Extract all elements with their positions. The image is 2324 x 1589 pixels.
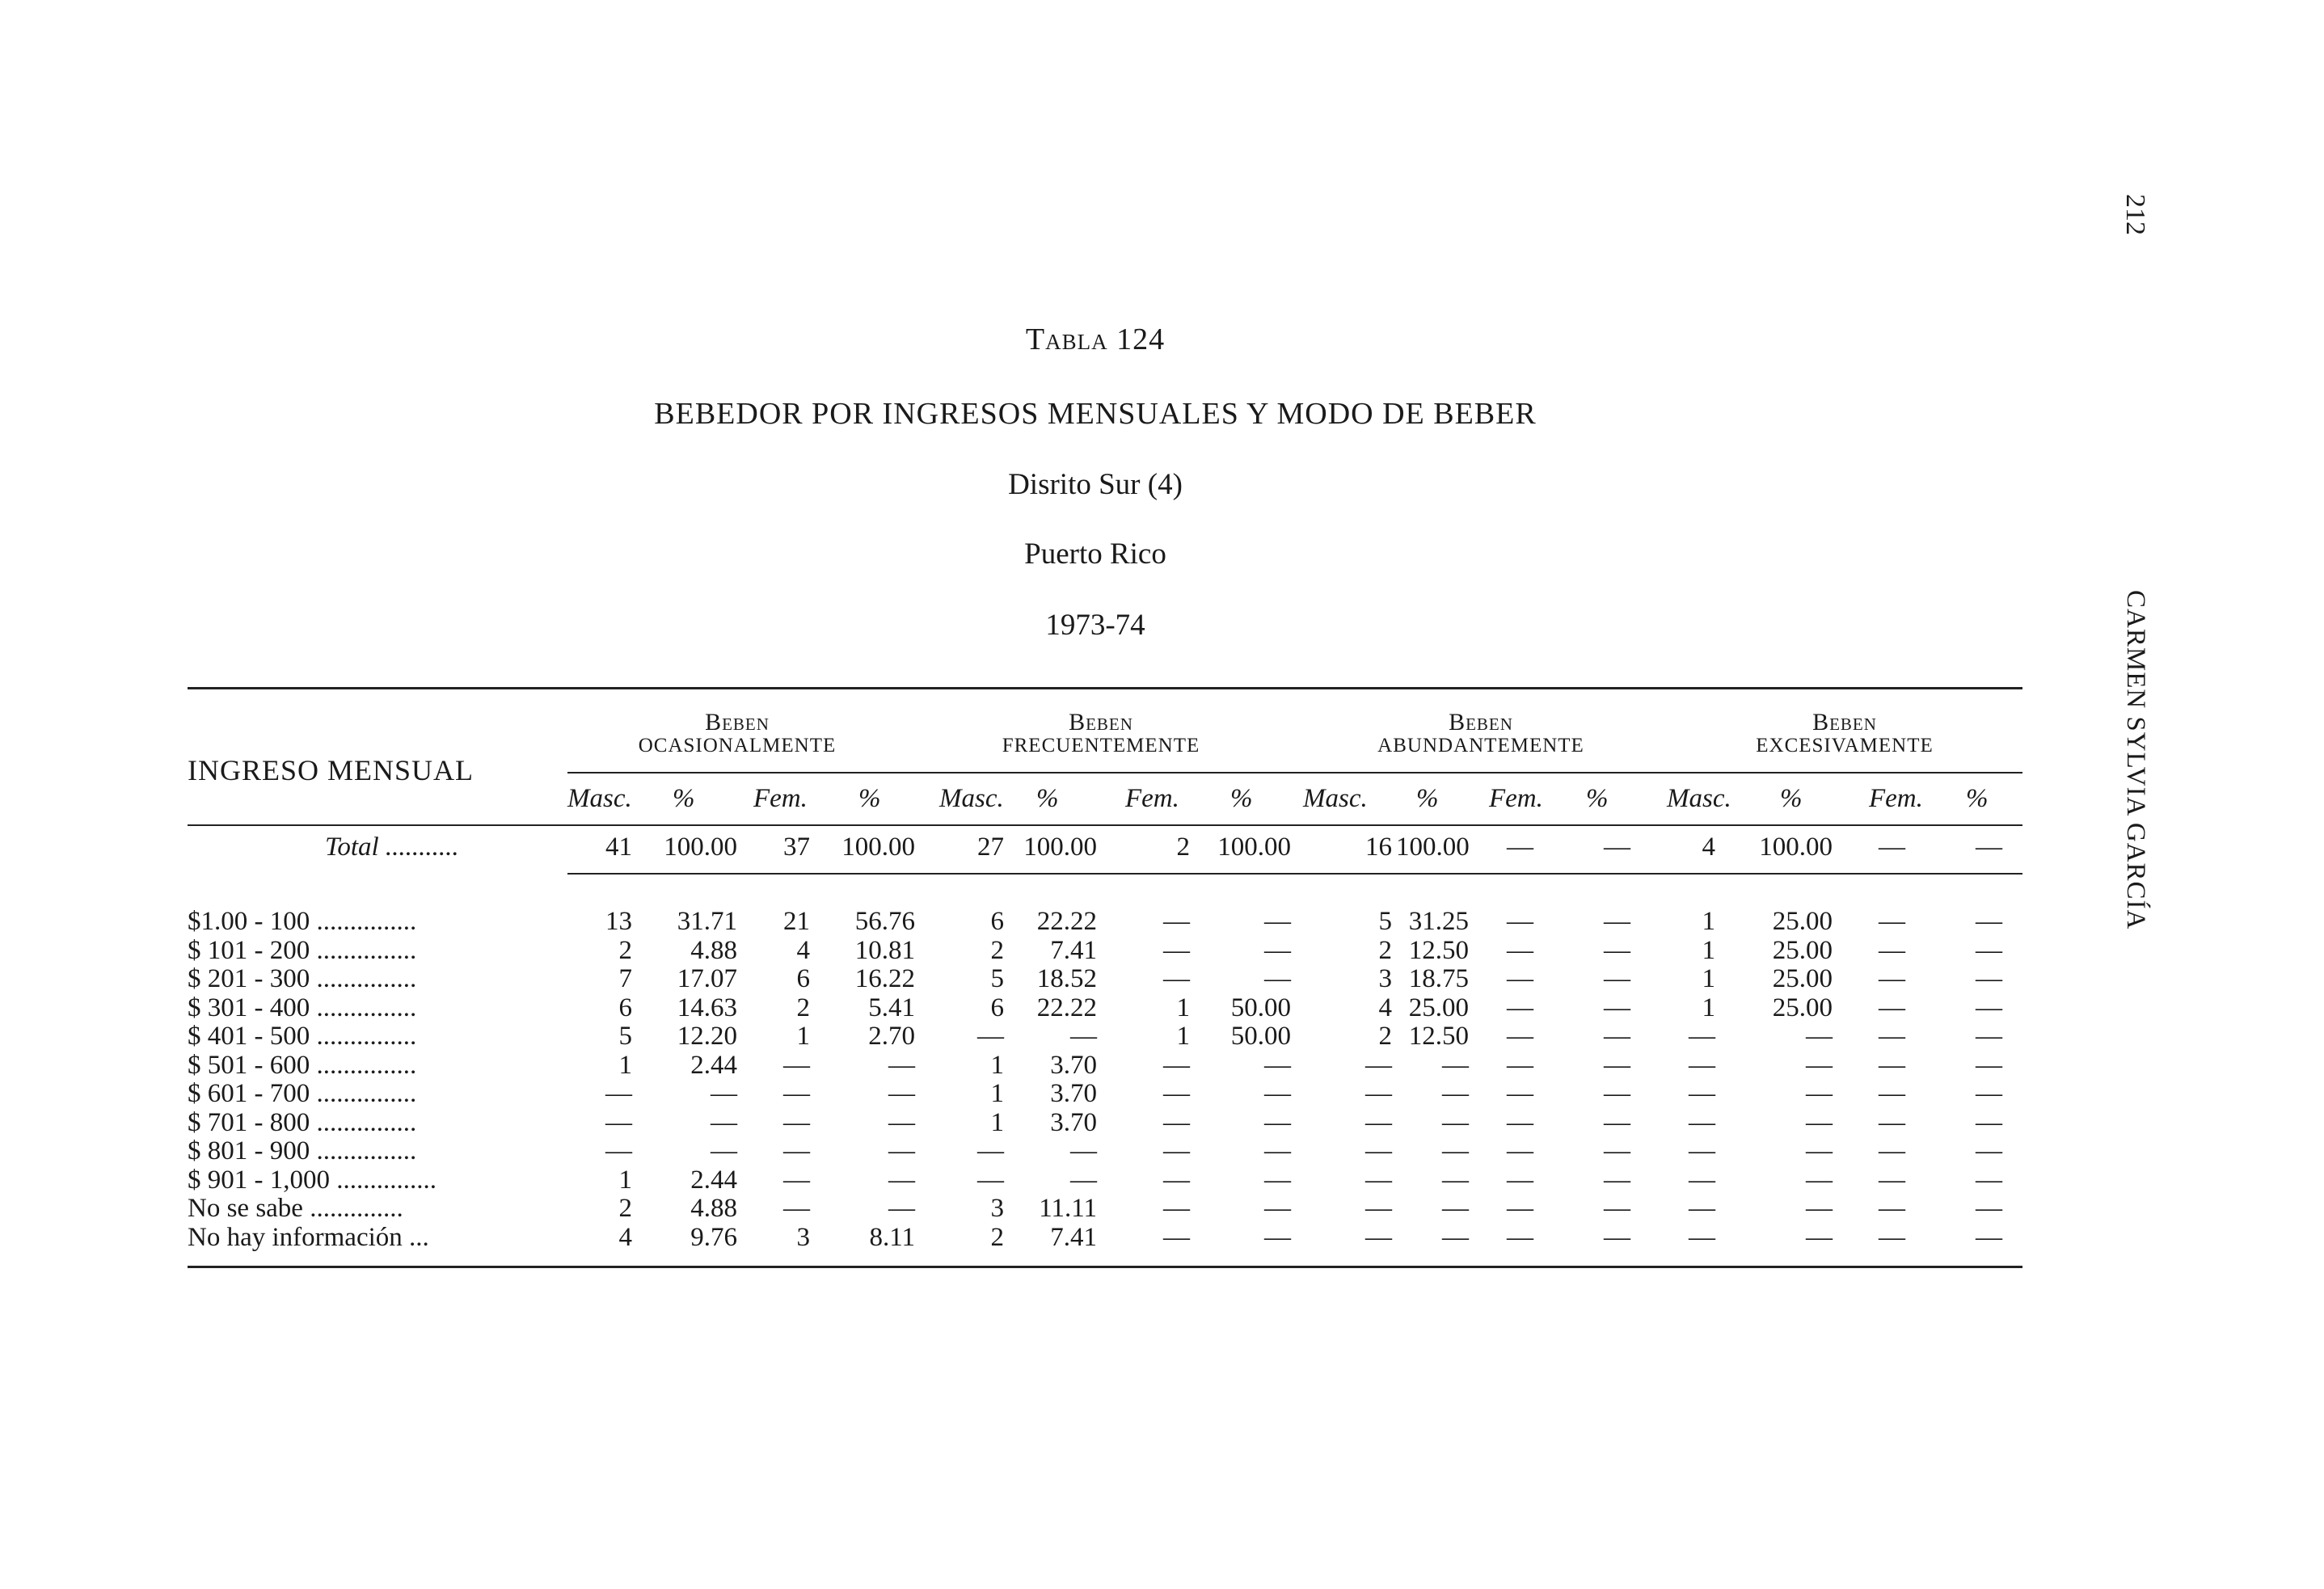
cell: 5.41	[868, 993, 915, 1022]
row-label: $ 701 - 800 ...............	[188, 1107, 417, 1137]
cell: 6	[990, 993, 1004, 1022]
row-label: $ 101 - 200 ...............	[188, 935, 417, 965]
cell: —	[1976, 993, 2002, 1022]
subheader-pct: %	[858, 784, 881, 813]
row-label: $ 601 - 700 ...............	[188, 1079, 417, 1108]
cell: —	[1507, 907, 1533, 936]
subtitle-district: Disrito Sur (4)	[1008, 468, 1183, 501]
cell: —	[1604, 1136, 1630, 1165]
cell: —	[1879, 1136, 1905, 1165]
cell: —	[1879, 1107, 1905, 1137]
cell: —	[1507, 1107, 1533, 1137]
cell: —	[1879, 1194, 1905, 1223]
cell: —	[1070, 1165, 1097, 1195]
cell: —	[1365, 1136, 1392, 1165]
cell: —	[1689, 1107, 1715, 1137]
cell: 21	[783, 907, 810, 936]
cell: —	[1604, 993, 1630, 1022]
cell: 7.41	[1050, 1222, 1097, 1252]
cell: 25.00	[1408, 993, 1469, 1022]
cell: —	[1604, 1165, 1630, 1195]
cell: 3.70	[1050, 1050, 1097, 1080]
subheader-masc: Masc.	[1667, 784, 1731, 813]
cell: —	[1976, 832, 2002, 862]
cell: —	[1976, 1136, 2002, 1165]
total-rule	[567, 873, 2022, 875]
row-label: No se sabe ..............	[188, 1194, 403, 1223]
cell: 25.00	[1772, 964, 1833, 993]
table-row	[188, 1136, 2022, 1165]
table-row	[188, 1051, 2022, 1080]
cell: 100.00	[841, 832, 915, 862]
cell: —	[1604, 1194, 1630, 1223]
cell: 41	[605, 832, 632, 862]
cell: —	[1976, 1079, 2002, 1108]
cell: —	[1163, 907, 1190, 936]
subheader-fem: Fem.	[1489, 784, 1543, 813]
cell: 7.41	[1050, 935, 1097, 965]
cell: —	[1604, 1222, 1630, 1252]
cell: 17.07	[677, 964, 737, 993]
cell: —	[1365, 1050, 1392, 1080]
cell: 9.76	[690, 1222, 737, 1252]
total-row	[188, 832, 2022, 862]
cell: 5	[990, 964, 1004, 993]
subheader-pct: %	[673, 784, 695, 813]
row-header: INGRESO MENSUAL	[188, 754, 475, 786]
cell: —	[1507, 832, 1533, 862]
cell: —	[1442, 1107, 1469, 1137]
group-top: Beben	[705, 709, 770, 735]
cell: 2	[796, 993, 810, 1022]
cell: —	[1365, 1079, 1392, 1108]
cell: —	[783, 1050, 810, 1080]
group-bottom: FRECUENTEMENTE	[1002, 734, 1200, 757]
table-row	[188, 1165, 2022, 1195]
cell: 1	[1702, 993, 1715, 1022]
subtitle-year: 1973-74	[1045, 609, 1145, 642]
cell: 100.00	[1396, 832, 1470, 862]
cell: —	[1604, 1050, 1630, 1080]
group-bottom: EXCESIVAMENTE	[1756, 734, 1934, 757]
table-row	[188, 1194, 2022, 1223]
cell: —	[711, 1079, 737, 1108]
cell: —	[1604, 832, 1630, 862]
cell: —	[1689, 1079, 1715, 1108]
cell: —	[1806, 1107, 1833, 1137]
cell: 5	[1378, 907, 1392, 936]
cell: —	[1879, 1222, 1905, 1252]
subheader-fem: Fem.	[1869, 784, 1923, 813]
cell: —	[1163, 1194, 1190, 1223]
cell: —	[1689, 1050, 1715, 1080]
cell: 37	[783, 832, 810, 862]
cell: —	[888, 1194, 915, 1223]
cell: —	[888, 1136, 915, 1165]
cell: —	[1507, 1165, 1533, 1195]
cell: 1	[990, 1107, 1004, 1137]
cell: —	[1507, 1050, 1533, 1080]
table-row	[188, 907, 2022, 936]
cell: 4.88	[690, 1194, 737, 1223]
cell: —	[1264, 935, 1291, 965]
cell: 4	[796, 935, 810, 965]
cell: 5	[618, 1022, 632, 1051]
cell: —	[1264, 1222, 1291, 1252]
cell: —	[977, 1165, 1004, 1195]
cell: 100.00	[1023, 832, 1097, 862]
cell: 16.22	[854, 964, 915, 993]
cell: —	[1879, 993, 1905, 1022]
cell: —	[1264, 1194, 1291, 1223]
cell: 1	[1176, 1022, 1190, 1051]
cell: —	[1442, 1079, 1469, 1108]
subheader-fem: Fem.	[753, 784, 808, 813]
cell: 2.44	[690, 1165, 737, 1195]
cell: —	[783, 1194, 810, 1223]
cell: —	[1806, 1136, 1833, 1165]
group-top: Beben	[1449, 709, 1513, 735]
cell: —	[1879, 832, 1905, 862]
cell: —	[783, 1165, 810, 1195]
bottom-rule	[188, 1266, 2022, 1268]
cell: —	[1879, 935, 1905, 965]
cell: —	[1976, 907, 2002, 936]
table-row	[188, 1223, 2022, 1252]
cell: 2	[1176, 832, 1190, 862]
subtitle-place: Puerto Rico	[1024, 537, 1166, 571]
group-header-excesivo	[1683, 710, 2006, 757]
cell: —	[1264, 1136, 1291, 1165]
group-top: Beben	[1069, 709, 1133, 735]
group-header-abundante	[1319, 710, 1643, 757]
cell: —	[1365, 1165, 1392, 1195]
cell: —	[1806, 1165, 1833, 1195]
cell: 4	[1378, 993, 1392, 1022]
cell: 50.00	[1230, 1022, 1291, 1051]
cell: —	[1689, 1165, 1715, 1195]
cell: 12.50	[1408, 1022, 1469, 1051]
cell: 8.11	[869, 1222, 915, 1252]
cell: —	[977, 1022, 1004, 1051]
cell: —	[605, 1107, 632, 1137]
top-rule	[188, 687, 2022, 689]
cell: 1	[990, 1050, 1004, 1080]
cell: —	[1604, 1022, 1630, 1051]
cell: —	[1806, 1079, 1833, 1108]
cell: —	[1264, 907, 1291, 936]
cell: —	[1879, 1165, 1905, 1195]
cell: 56.76	[854, 907, 915, 936]
cell: 2	[618, 935, 632, 965]
cell: —	[1879, 1050, 1905, 1080]
cell: —	[1442, 1136, 1469, 1165]
cell: —	[888, 1079, 915, 1108]
group-header-frecuente	[931, 710, 1271, 757]
cell: —	[1163, 964, 1190, 993]
subheader-pct: %	[1966, 784, 1989, 813]
cell: —	[1604, 1079, 1630, 1108]
cell: —	[605, 1079, 632, 1108]
cell: —	[1163, 1079, 1190, 1108]
cell: —	[1976, 1222, 2002, 1252]
cell: —	[1604, 964, 1630, 993]
cell: —	[1070, 1136, 1097, 1165]
cell: 13	[605, 907, 632, 936]
table-title: BEBEDOR POR INGRESOS MENSUALES Y MODO DE BEBER	[654, 397, 1537, 431]
cell: 25.00	[1772, 907, 1833, 936]
subheader-masc: Masc.	[939, 784, 1004, 813]
cell: 1	[990, 1079, 1004, 1108]
cell: —	[783, 1079, 810, 1108]
cell: —	[888, 1050, 915, 1080]
cell: —	[711, 1136, 737, 1165]
cell: 1	[796, 1022, 810, 1051]
cell: —	[1163, 1136, 1190, 1165]
cell: —	[1163, 1107, 1190, 1137]
cell: 27	[977, 832, 1004, 862]
cell: —	[1976, 964, 2002, 993]
cell: —	[1507, 1022, 1533, 1051]
subheader-masc: Masc.	[1303, 784, 1368, 813]
row-label: $1.00 - 100 ...............	[188, 907, 417, 936]
cell: —	[1507, 1222, 1533, 1252]
cell: —	[783, 1107, 810, 1137]
cell: 25.00	[1772, 935, 1833, 965]
cell: —	[1604, 935, 1630, 965]
subheader-pct: %	[1416, 784, 1439, 813]
cell: 4	[1702, 832, 1715, 862]
cell: —	[1689, 1222, 1715, 1252]
cell: 7	[618, 964, 632, 993]
cell: 2.70	[868, 1022, 915, 1051]
cell: 1	[1702, 964, 1715, 993]
cell: 6	[990, 907, 1004, 936]
cell: 10.81	[854, 935, 915, 965]
row-label: $ 901 - 1,000 ...............	[188, 1165, 437, 1195]
cell: 31.71	[677, 907, 737, 936]
subheader-pct: %	[1230, 784, 1253, 813]
table-label	[0, 322, 2191, 357]
cell: —	[1689, 1136, 1715, 1165]
cell: —	[977, 1136, 1004, 1165]
row-label: $ 301 - 400 ...............	[188, 993, 417, 1022]
cell: 1	[618, 1165, 632, 1195]
cell: —	[1163, 1222, 1190, 1252]
cell: —	[1879, 1079, 1905, 1108]
cell: —	[1264, 964, 1291, 993]
header-rule	[188, 824, 2022, 826]
subheader-fem: Fem.	[1125, 784, 1179, 813]
cell: 100.00	[1759, 832, 1833, 862]
cell: 6	[618, 993, 632, 1022]
cell: —	[1365, 1222, 1392, 1252]
cell: —	[1507, 935, 1533, 965]
cell: 2	[1378, 935, 1392, 965]
cell: 3.70	[1050, 1079, 1097, 1108]
cell: 100.00	[1217, 832, 1291, 862]
row-label: $ 401 - 500 ...............	[188, 1022, 417, 1051]
cell: 31.25	[1408, 907, 1469, 936]
subheader-pct: %	[1586, 784, 1609, 813]
cell: —	[783, 1136, 810, 1165]
group-bottom: OCASIONALMENTE	[638, 734, 837, 757]
cell: —	[1507, 993, 1533, 1022]
cell: —	[1879, 907, 1905, 936]
cell: 22.22	[1036, 993, 1097, 1022]
table-row	[188, 1108, 2022, 1137]
cell: —	[1879, 1022, 1905, 1051]
cell: —	[1163, 935, 1190, 965]
group-top: Beben	[1812, 709, 1877, 735]
cell: —	[1806, 1022, 1833, 1051]
cell: —	[1264, 1079, 1291, 1108]
cell: 2	[990, 1222, 1004, 1252]
cell: —	[1976, 1194, 2002, 1223]
cell: —	[1507, 1194, 1533, 1223]
cell: —	[1806, 1222, 1833, 1252]
cell: 2	[990, 935, 1004, 965]
cell: 50.00	[1230, 993, 1291, 1022]
cell: 25.00	[1772, 993, 1833, 1022]
cell: —	[1604, 1107, 1630, 1137]
table-row	[188, 1022, 2022, 1051]
cell: —	[1163, 1050, 1190, 1080]
cell: 1	[1702, 935, 1715, 965]
cell: 18.75	[1408, 964, 1469, 993]
group-bottom: ABUNDANTEMENTE	[1377, 734, 1584, 757]
tabla-word: Tabla	[1025, 322, 1108, 356]
cell: —	[1163, 1165, 1190, 1195]
cell: 11.11	[1039, 1194, 1097, 1223]
cell: 12.20	[677, 1022, 737, 1051]
cell: —	[1365, 1194, 1392, 1223]
cell: 16	[1365, 832, 1392, 862]
table-row	[188, 936, 2022, 965]
cell: —	[1689, 1194, 1715, 1223]
cell: 14.63	[677, 993, 737, 1022]
cell: 2	[1378, 1022, 1392, 1051]
cell: —	[1070, 1022, 1097, 1051]
cell: 3	[990, 1194, 1004, 1223]
cell: —	[1976, 1165, 2002, 1195]
cell: —	[1442, 1222, 1469, 1252]
row-label: Total ...........	[325, 832, 459, 862]
cell: 1	[1702, 907, 1715, 936]
cell: 3	[796, 1222, 810, 1252]
cell: —	[711, 1107, 737, 1137]
cell: —	[1689, 1022, 1715, 1051]
cell: 4	[618, 1222, 632, 1252]
row-label: $ 801 - 900 ...............	[188, 1136, 417, 1165]
cell: 2.44	[690, 1050, 737, 1080]
cell: 2	[618, 1194, 632, 1223]
table-row	[188, 964, 2022, 993]
table-row	[188, 993, 2022, 1022]
cell: —	[1976, 1050, 2002, 1080]
cell: 22.22	[1036, 907, 1097, 936]
table-row	[188, 1079, 2022, 1108]
cell: —	[1507, 964, 1533, 993]
cell: —	[1806, 1194, 1833, 1223]
cell: —	[888, 1107, 915, 1137]
group-header-ocasional	[576, 710, 899, 757]
row-label: $ 201 - 300 ...............	[188, 964, 417, 993]
cell: 100.00	[664, 832, 737, 862]
cell: —	[1507, 1136, 1533, 1165]
cell: —	[1442, 1050, 1469, 1080]
cell: —	[1264, 1050, 1291, 1080]
cell: —	[1507, 1079, 1533, 1108]
row-label: $ 501 - 600 ...............	[188, 1050, 417, 1080]
subheader-pct: %	[1036, 784, 1059, 813]
tabla-number: 124	[1116, 322, 1166, 356]
cell: 12.50	[1408, 935, 1469, 965]
cell: 6	[796, 964, 810, 993]
row-label: No hay información ...	[188, 1222, 429, 1252]
subheader-masc: Masc.	[567, 784, 632, 813]
cell: —	[888, 1165, 915, 1195]
cell: —	[1976, 1022, 2002, 1051]
cell: —	[1264, 1165, 1291, 1195]
cell: —	[1806, 1050, 1833, 1080]
cell: —	[1976, 935, 2002, 965]
cell: 3.70	[1050, 1107, 1097, 1137]
subheader-pct: %	[1780, 784, 1803, 813]
cell: —	[1264, 1107, 1291, 1137]
cell: —	[1365, 1107, 1392, 1137]
cell: —	[605, 1136, 632, 1165]
group-rule	[567, 772, 2022, 773]
cell: 3	[1378, 964, 1392, 993]
cell: —	[1879, 964, 1905, 993]
cell: 4.88	[690, 935, 737, 965]
cell: —	[1442, 1165, 1469, 1195]
cell: —	[1604, 907, 1630, 936]
cell: 18.52	[1036, 964, 1097, 993]
cell: 1	[618, 1050, 632, 1080]
cell: —	[1442, 1194, 1469, 1223]
cell: —	[1976, 1107, 2002, 1137]
cell: 1	[1176, 993, 1190, 1022]
